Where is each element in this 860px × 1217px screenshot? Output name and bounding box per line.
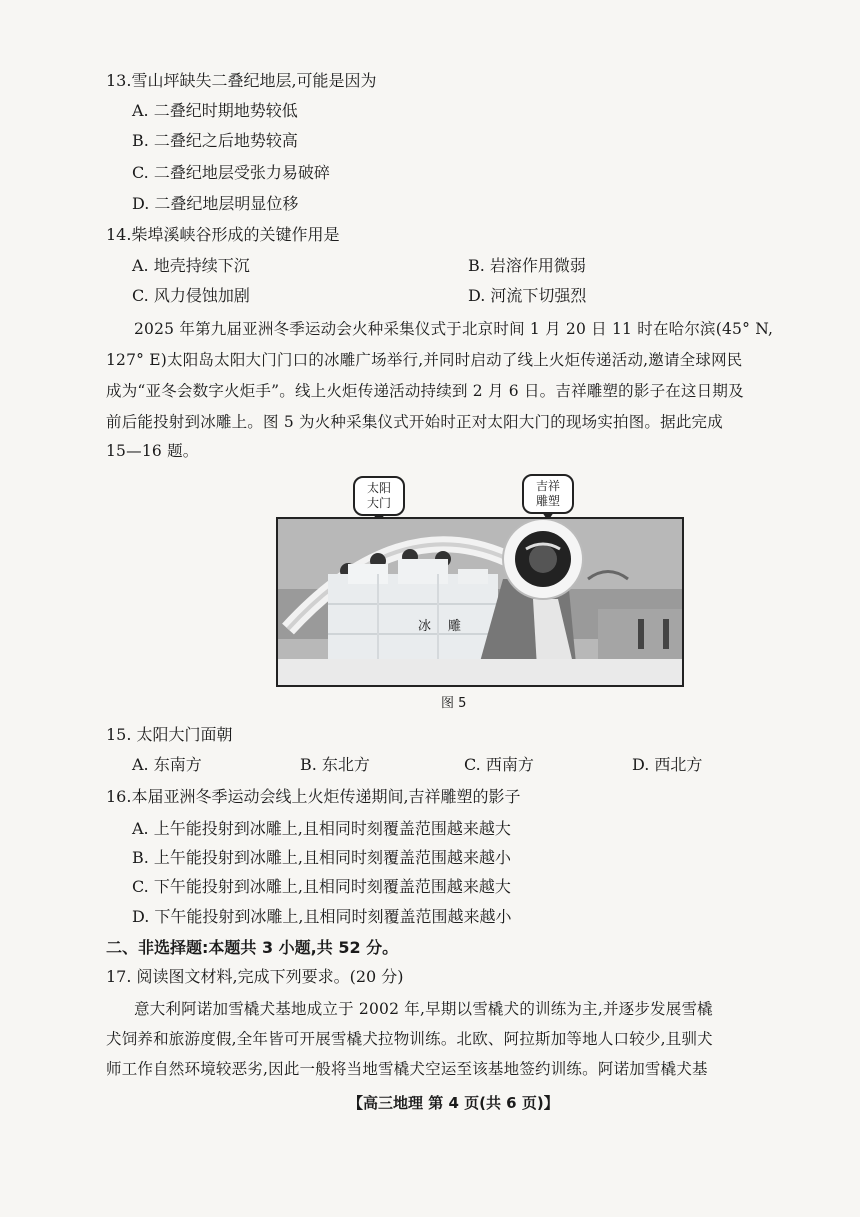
question-13-option-d: D. 二叠纪地层明显位移 [132, 194, 299, 213]
ice-sculpture-label-1: 冰 [418, 619, 432, 634]
question-13-option-a: A. 二叠纪时期地势较低 [132, 101, 298, 120]
question-14-option-a: A. 地壳持续下沉 [132, 256, 250, 275]
q17-material-line-1: 意大利阿诺加雪橇犬基地成立于 2002 年,早期以雪橇犬的训练为主,并逐步发展雪橇 [134, 1000, 713, 1018]
question-16-option-a: A. 上午能投射到冰雕上,且相同时刻覆盖范围越来越大 [132, 819, 511, 838]
question-15-option-a: A. 东南方 [132, 755, 202, 774]
question-15-option-d: D. 西北方 [632, 755, 703, 774]
material-line-5: 15—16 题。 [106, 442, 199, 460]
question-13-option-b: B. 二叠纪之后地势较高 [132, 131, 298, 150]
question-16-option-c: C. 下午能投射到冰雕上,且相同时刻覆盖范围越来越大 [132, 877, 511, 896]
question-14-stem: 14.柴埠溪峡谷形成的关键作用是 [106, 225, 340, 244]
callout-sun-gate: 太阳 大门 [353, 476, 405, 516]
figure-5-photo [276, 517, 684, 687]
photo-scene [278, 519, 682, 685]
question-15-option-b: B. 东北方 [300, 755, 370, 774]
question-15-option-c: C. 西南方 [464, 755, 534, 774]
question-17-stem: 17. 阅读图文材料,完成下列要求。(20 分) [106, 967, 404, 986]
q17-material-line-2: 犬饲养和旅游度假,全年皆可开展雪橇犬拉物训练。北欧、阿拉斯加等地人口较少,且驯犬 [106, 1030, 713, 1048]
material-line-1: 2025 年第九届亚洲冬季运动会火种采集仪式于北京时间 1 月 20 日 11 时在哈尔滨(45° N, [134, 320, 774, 338]
question-16-stem: 16.本届亚洲冬季运动会线上火炬传递期间,吉祥雕塑的影子 [106, 787, 521, 806]
material-line-2: 127° E)太阳岛太阳大门门口的冰雕广场举行,并同时启动了线上火炬传递活动,邀请全球网民 [106, 351, 743, 369]
callout-mascot-sculpture: 吉祥 雕塑 [522, 474, 574, 514]
ice-sculpture-label-2: 雕 [448, 619, 462, 634]
page-footer: 【高三地理 第 4 页(共 6 页)】 [348, 1094, 559, 1112]
material-line-4: 前后能投射到冰雕上。图 5 为火种采集仪式开始时正对太阳大门的现场实拍图。据此完成 [106, 413, 723, 431]
section-2-heading: 二、非选择题:本题共 3 小题,共 52 分。 [106, 938, 399, 957]
question-13-stem: 13.雪山坪缺失二叠纪地层,可能是因为 [106, 71, 377, 90]
question-14-option-b: B. 岩溶作用微弱 [468, 256, 586, 275]
figure-5-caption: 图 5 [441, 696, 467, 711]
question-14-option-c: C. 风力侵蚀加剧 [132, 286, 250, 305]
question-13-option-c: C. 二叠纪地层受张力易破碎 [132, 163, 330, 182]
question-16-option-b: B. 上午能投射到冰雕上,且相同时刻覆盖范围越来越小 [132, 848, 512, 867]
q17-material-line-3: 师工作自然环境较恶劣,因此一般将当地雪橇犬空运至该基地签约训练。阿诺加雪橇犬基 [106, 1060, 708, 1078]
question-14-option-d: D. 河流下切强烈 [468, 286, 587, 305]
material-line-3: 成为“亚冬会数字火炬手”。线上火炬传递活动持续到 2 月 6 日。吉祥雕塑的影子在这日期及 [106, 382, 744, 400]
question-15-stem: 15. 太阳大门面朝 [106, 725, 233, 744]
question-16-option-d: D. 下午能投射到冰雕上,且相同时刻覆盖范围越来越小 [132, 907, 512, 926]
